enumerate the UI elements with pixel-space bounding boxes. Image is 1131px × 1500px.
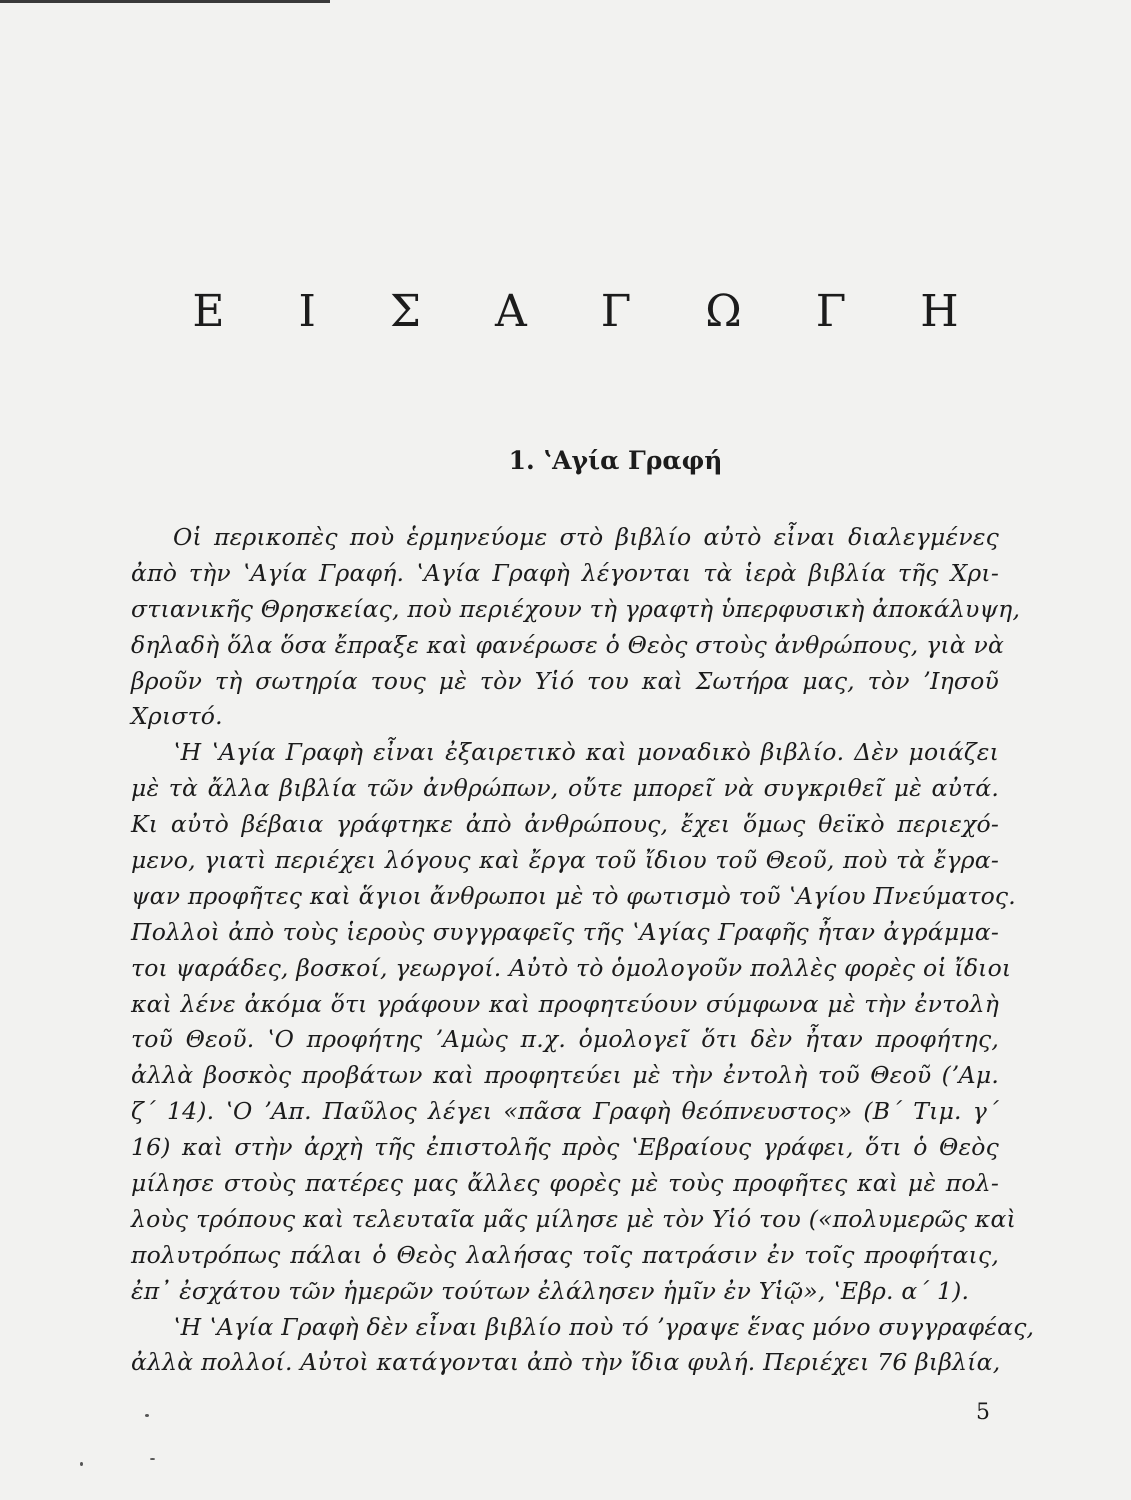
text-line: ἐπ᾿ ἐσχάτου τῶν ἡμερῶν τούτων ἐλάλησεν ἡμῖν ἐν Υἱῷ», ʽΕβρ. α΄ 1). <box>131 1276 970 1305</box>
text-line: τοι ψαράδες, βοσκοί, γεωργοί. Αὐτὸ τὸ ὁμολογοῦν πολλὲς φορὲς οἱ ἴδιοι <box>131 953 1012 982</box>
scan-speck <box>80 1462 83 1466</box>
text-line: ʽΗ ʽΑγία Γραφὴ δὲν εἶναι βιβλίο ποὺ τό ʼγραψε ἕνας μόνο συγγραφέας, <box>173 1312 1035 1341</box>
text-line: τοῦ Θεοῦ. ʽΟ προφήτης ʼΑμὼς π.χ. ὁμολογεῖ ὅτι δὲν ἦταν προφήτης, <box>131 1025 999 1054</box>
text-line: μενο, γιατὶ περιέχει λόγους καὶ ἔργα τοῦ ἴδιου τοῦ Θεοῦ, ποὺ τὰ ἔγρα- <box>131 846 999 875</box>
text-line: πολυτρόπως πάλαι ὁ Θεὸς λαλήσας τοῖς πατράσιν ἐν τοῖς προφήταις, <box>131 1240 999 1269</box>
text-line: Χριστό. <box>131 702 223 731</box>
text-line: ἀλλὰ πολλοί. Αὐτοὶ κατάγονται ἀπὸ τὴν ἴδια φυλή. Περιέχει 76 βιβλία, <box>131 1348 1001 1377</box>
text-line: μὲ τὰ ἄλλα βιβλία τῶν ἀνθρώπων, οὔτε μπορεῖ νὰ συγκριθεῖ μὲ αὐτά. <box>131 774 999 803</box>
section-heading: 1. ʽΑγία Γραφή <box>508 446 723 475</box>
chapter-title: Ε Ι Σ Α Γ Ω Γ Η <box>192 286 989 337</box>
text-line: Πολλοὶ ἀπὸ τοὺς ἱεροὺς συγγραφεῖς τῆς ʽΑγίας Γραφῆς ἦταν ἀγράμμα- <box>131 917 999 946</box>
body-text <box>131 520 1035 1381</box>
text-line: ψαν προφῆτες καὶ ἅγιοι ἄνθρωποι μὲ τὸ φωτισμὸ τοῦ ʽΑγίου Πνεύματος. <box>131 881 1016 910</box>
text-line: βροῦν τὴ σωτηρία τους μὲ τὸν Υἱό του καὶ Σωτήρα μας, τὸν ʼΙησοῦ <box>131 666 999 695</box>
text-line: καὶ λένε ἀκόμα ὅτι γράφουν καὶ προφητεύουν σύμφωνα μὲ τὴν ἐντολὴ <box>131 989 999 1018</box>
text-line: στιανικῆς Θρησκείας, ποὺ περιέχουν τὴ γραφτὴ ὑπερφυσικὴ ἀποκάλυψη, <box>131 594 1021 623</box>
text-line: λοὺς τρόπους καὶ τελευταῖα μᾶς μίλησε μὲ τὸν Υἱό του («πολυμερῶς καὶ <box>131 1204 1016 1233</box>
text-line: ἀλλὰ βοσκὸς προβάτων καὶ προφητεύει μὲ τὴν ἐντολὴ τοῦ Θεοῦ (ʼΑμ. <box>131 1061 999 1090</box>
text-line: μίλησε στοὺς πατέρες μας ἄλλες φορὲς μὲ τοὺς προφῆτες καὶ μὲ πολ- <box>131 1169 999 1198</box>
text-line: δηλαδὴ ὅλα ὅσα ἔπραξε καὶ φανέρωσε ὁ Θεὸς στοὺς ἀνθρώπους, γιὰ νὰ <box>131 630 1005 659</box>
text-line: ʽΗ ʽΑγία Γραφὴ εἶναι ἐξαιρετικὸ καὶ μοναδικὸ βιβλίο. Δὲν μοιάζει <box>173 738 999 767</box>
page-number: 5 <box>976 1400 990 1425</box>
scan-speck <box>150 1458 155 1460</box>
text-line: Οἱ περικοπὲς ποὺ ἑρμηνεύομε στὸ βιβλίο αὐτὸ εἶναι διαλεγμένες <box>173 523 999 551</box>
text-line: Κι αὐτὸ βέβαια γράφτηκε ἀπὸ ἀνθρώπους, ἔχει ὅμως θεϊκὸ περιεχό- <box>131 810 999 839</box>
text-line: 16) καὶ στὴν ἀρχὴ τῆς ἐπιστολῆς πρὸς ʽΕβραίους γράφει, ὅτι ὁ Θεὸς <box>131 1133 999 1162</box>
scan-speck <box>145 1414 149 1417</box>
text-line: ζ΄ 14). ʽΟ ʼΑπ. Παῦλος λέγει «πᾶσα Γραφὴ θεόπνευστος» (Β΄ Τιμ. γ΄ <box>131 1097 999 1126</box>
text-line: ἀπὸ τὴν ʽΑγία Γραφή. ʽΑγία Γραφὴ λέγονται τὰ ἱερὰ βιβλία τῆς Χρι- <box>131 558 999 587</box>
top-rule <box>0 0 330 3</box>
